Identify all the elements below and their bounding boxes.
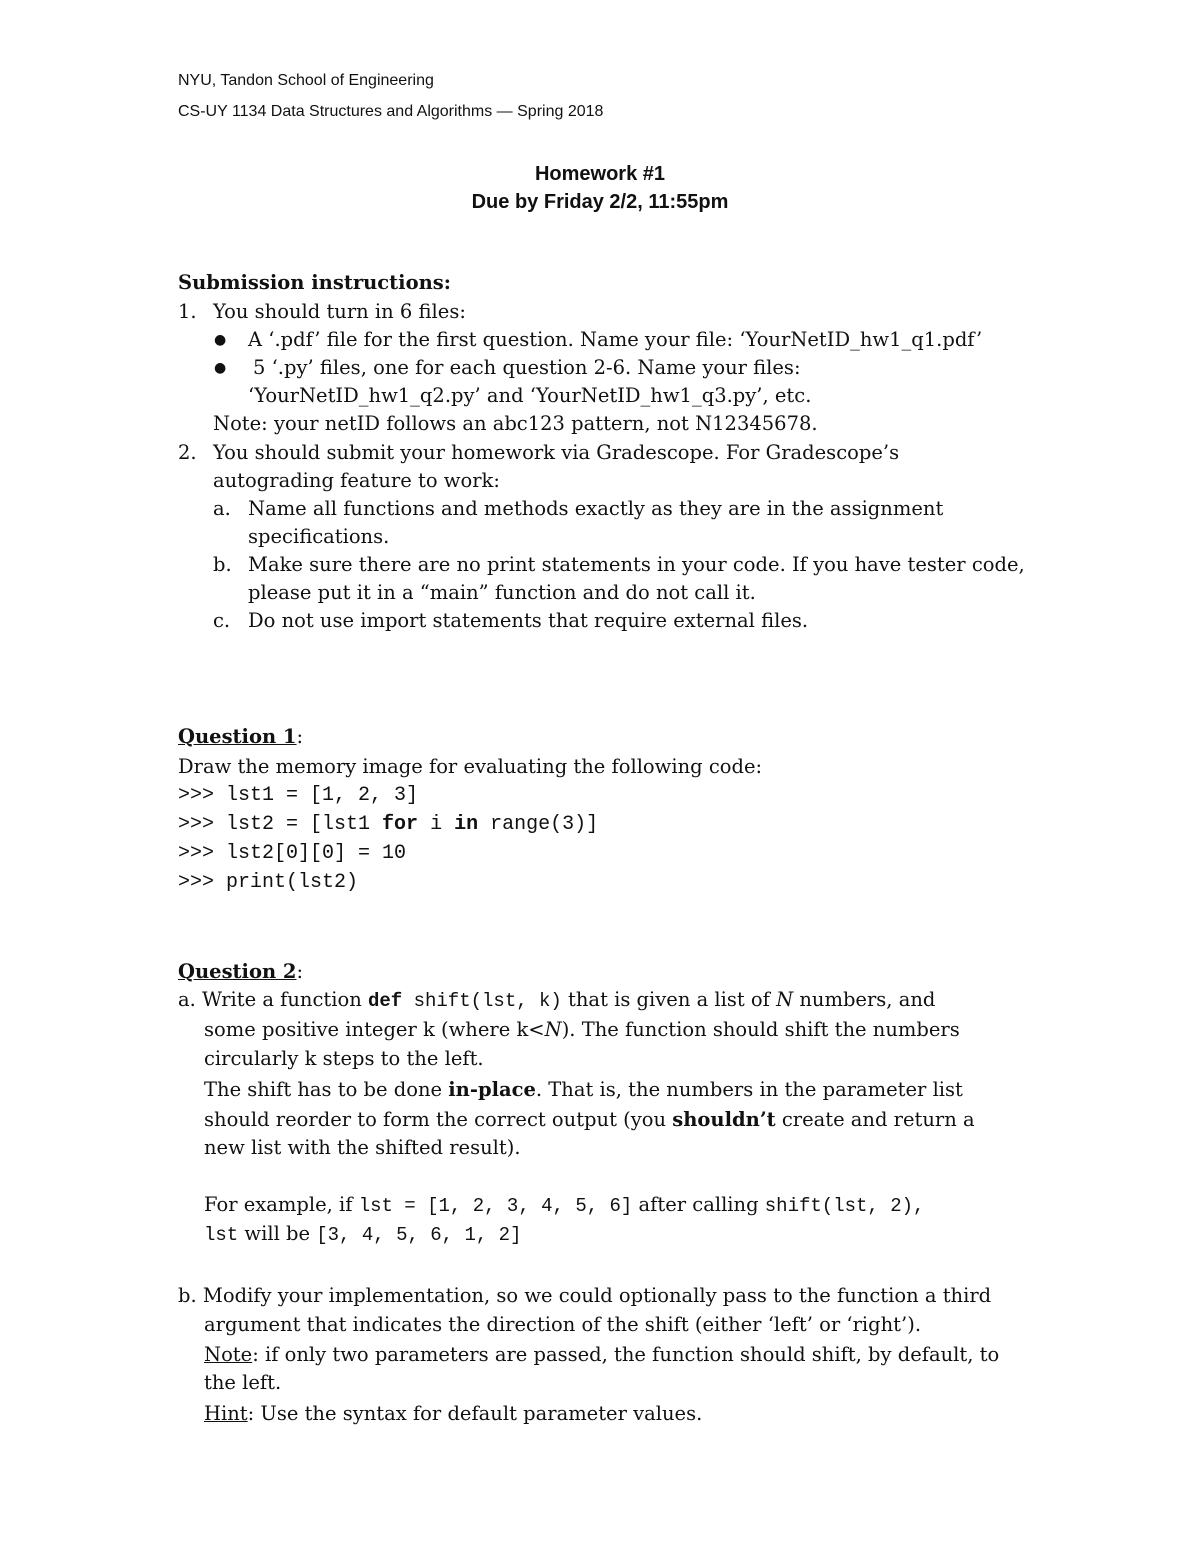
- question-1-prompt: Draw the memory image for evaluating the following code:: [178, 755, 763, 778]
- subitem-b-letter: b.: [213, 553, 232, 576]
- q2a-line5: [204, 1108, 975, 1131]
- q2a-text: Write a function: [202, 988, 368, 1011]
- netid-note: Note: your netID follows an abc123 pattern, not N12345678.: [213, 412, 818, 435]
- q2b-hint: [204, 1402, 702, 1425]
- code-keyword-in: in: [454, 813, 479, 836]
- subitem-c-line1: Do not use import statements that require external files.: [248, 609, 809, 632]
- code-segment: range(3)]: [478, 813, 599, 836]
- q2a-text: create and return a: [775, 1108, 975, 1131]
- q2a-line2: [204, 1018, 960, 1041]
- code-line-3: >>> lst2[0][0] = 10: [178, 842, 407, 865]
- item-1-number: 1.: [178, 300, 197, 323]
- due-date: Due by Friday 2/2, 11:55pm: [471, 191, 729, 213]
- example-code: [3, 4, 5, 6, 1, 2]: [316, 1224, 522, 1246]
- subitem-b-line2: please put it in a “main” function and do not call it.: [248, 581, 756, 604]
- question-2-heading: [178, 960, 303, 983]
- code-keyword-for: for: [382, 813, 419, 836]
- homework-title: Homework #1: [534, 163, 666, 185]
- q2a-example-line1: [204, 1193, 924, 1217]
- question-1-label: Question 1: [178, 725, 297, 748]
- code-keyword-def: def: [367, 990, 403, 1012]
- q2a-text: some positive integer k (where k<: [204, 1018, 545, 1041]
- function-signature: shift(lst, k): [402, 990, 562, 1012]
- code-segment: >>> lst2 = [lst1: [178, 813, 383, 836]
- subitem-a-line2: specifications.: [248, 525, 390, 548]
- q2b-label: b.: [178, 1284, 197, 1307]
- item-2-number: 2.: [178, 441, 197, 464]
- q2b-line1: [178, 1284, 991, 1307]
- q2a-bold-shouldnt: shouldn’t: [672, 1108, 776, 1131]
- question-2-label: Question 2: [178, 960, 297, 983]
- q2a-text: The shift has to be done: [204, 1078, 449, 1101]
- bullet-py-files-line1: 5 ‘.py’ files, one for each question 2-6. Name your files:: [253, 356, 801, 379]
- hint-text: : Use the syntax for default parameter values.: [247, 1402, 703, 1425]
- q2b-note: [204, 1343, 999, 1366]
- variable-n: N: [544, 1018, 562, 1041]
- item-1-text: You should turn in 6 files:: [213, 300, 466, 323]
- bullet-pdf-file: A ‘.pdf’ file for the first question. Name your file: ‘YourNetID_hw1_q1.pdf’: [248, 328, 983, 351]
- example-code: shift(lst, 2),: [764, 1195, 925, 1217]
- q2a-text: numbers, and: [793, 988, 936, 1011]
- q2a-line3: circularly k steps to the left.: [204, 1047, 484, 1070]
- code-line-4: >>> print(lst2): [178, 871, 359, 894]
- question-1-colon: :: [296, 725, 304, 748]
- submission-heading: Submission instructions:: [178, 271, 451, 294]
- item-2-text-line1: You should submit your homework via Gradescope. For Gradescope’s: [213, 441, 900, 464]
- q2a-bold-in-place: in-place: [448, 1078, 536, 1101]
- q2a-line1: [178, 988, 935, 1012]
- q2a-line4: [204, 1078, 963, 1101]
- code-segment: i: [418, 813, 455, 836]
- q2a-label: a.: [178, 988, 196, 1011]
- bullet-icon: ●: [214, 332, 227, 348]
- school-name: NYU, Tandon School of Engineering: [178, 72, 434, 89]
- subitem-a-line1: Name all functions and methods exactly as they are in the assignment: [248, 497, 944, 520]
- example-code: lst = [1, 2, 3, 4, 5, 6]: [358, 1195, 633, 1217]
- q2a-text: For example, if: [204, 1193, 359, 1216]
- example-code: lst: [204, 1224, 239, 1246]
- subitem-b-line1: Make sure there are no print statements in your code. If you have tester code,: [248, 553, 1025, 576]
- subitem-c-letter: c.: [213, 609, 231, 632]
- course-name: CS-UY 1134 Data Structures and Algorithms — Spring 2018: [178, 103, 604, 120]
- subitem-a-letter: a.: [213, 497, 231, 520]
- q2a-text: will be: [238, 1222, 317, 1245]
- q2a-text: after calling: [632, 1193, 765, 1216]
- code-line-1: >>> lst1 = [1, 2, 3]: [178, 784, 419, 807]
- bullet-icon: ●: [214, 360, 227, 376]
- q2b-line2: argument that indicates the direction of the shift (either ‘left’ or ‘right’).: [204, 1313, 922, 1336]
- q2a-line6: new list with the shifted result).: [204, 1136, 521, 1159]
- q2a-text: . That is, the numbers in the parameter list: [535, 1078, 963, 1101]
- q2b-text: Modify your implementation, so we could optionally pass to the function a third: [202, 1284, 992, 1307]
- note-text: : if only two parameters are passed, the function should shift, by default, to: [252, 1343, 1000, 1366]
- q2a-text: ). The function should shift the numbers: [561, 1018, 960, 1041]
- note-label: Note: [204, 1343, 253, 1366]
- item-2-text-line2: autograding feature to work:: [213, 469, 500, 492]
- q2b-note-line2: the left.: [204, 1371, 282, 1394]
- q2a-example-line2: [204, 1222, 521, 1246]
- q2a-text: that is given a list of: [561, 988, 777, 1011]
- hint-label: Hint: [204, 1402, 248, 1425]
- question-1-heading: [178, 725, 303, 748]
- variable-n: N: [776, 988, 794, 1011]
- bullet-py-files-line2: ‘YourNetID_hw1_q2.py’ and ‘YourNetID_hw1_q3.py’, etc.: [248, 384, 812, 407]
- code-line-2: [178, 813, 598, 836]
- q2a-text: should reorder to form the correct output (you: [204, 1108, 673, 1131]
- question-2-colon: :: [296, 960, 304, 983]
